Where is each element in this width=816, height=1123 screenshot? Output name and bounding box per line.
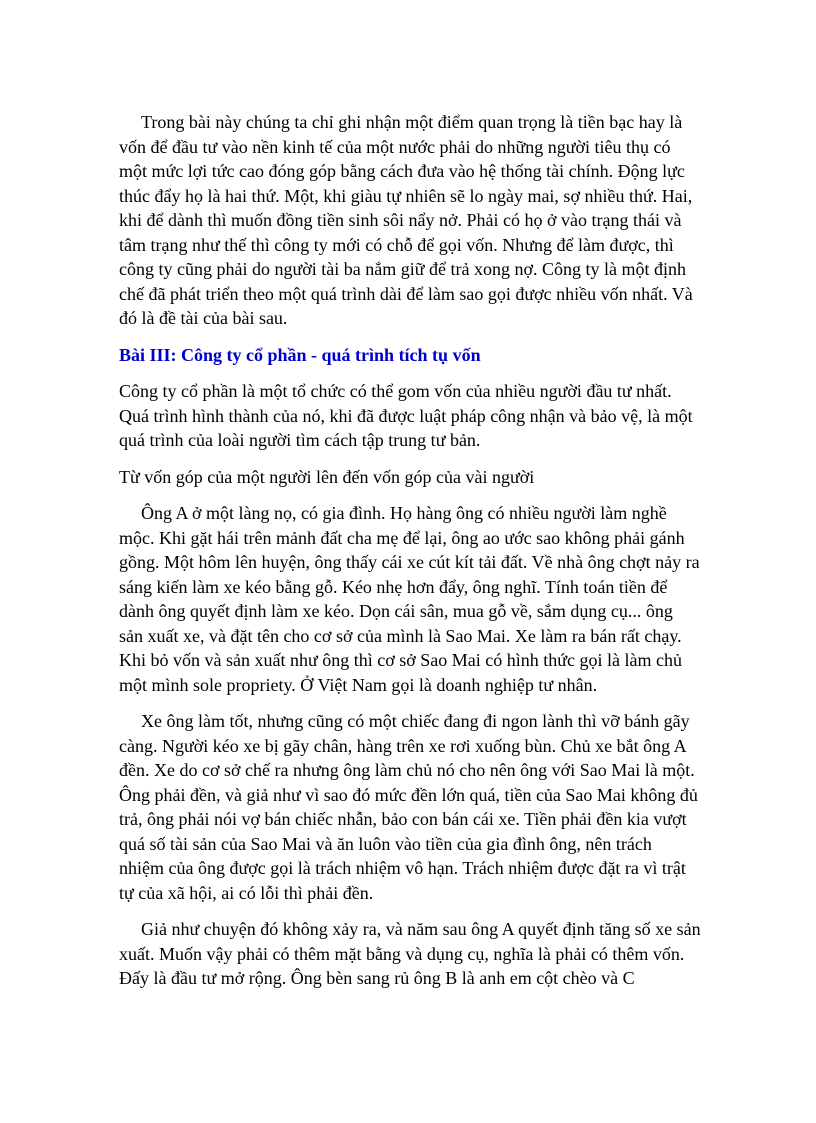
- document-body: [119, 110, 701, 1003]
- section-heading: Bài III: Công ty cổ phần - quá trình tích tụ vốn: [119, 344, 481, 365]
- paragraph-unlimited-liability: Xe ông làm tốt, nhưng cũng có một chiếc đang đi ngon lành thì vỡ bánh gãy càng. Người kéo xe bị gãy chân, hàng trên xe rơi xuống bùn. Chủ xe bắt ông A đền. Xe do cơ sở chế ra nhưng ông làm chủ nó cho nên ông với Sao Mai là một. Ông phải đền, và giả như vì sao đó mức đền lớn quá, tiền của Sao Mai không đủ trả, ông phải nói vợ bán chiếc nhẫn, bảo con bán cái xe. Tiền phải đền kia vượt quá số tài sản của Sao Mai và ăn luôn vào tiền của gia đình ông, nên trách nhiệm của ông được gọi là trách nhiệm vô hạn. Trách nhiệm được đặt ra vì trật tự của xã hội, ai có lỗi thì phải đền.: [119, 711, 698, 903]
- paragraph-intro-savings: Trong bài này chúng ta chỉ ghi nhận một điểm quan trọng là tiền bạc hay là vốn để đầu tư vào nền kinh tế của một nước phải do những người tiêu thụ có một mức lợi tức cao đóng góp bằng cách đưa vào hệ thống tài chính. Động lực thúc đẩy họ là hai thứ. Một, khi giàu tự nhiên sẽ lo ngày mai, sợ nhiều thứ. Hai, khi để dành thì muốn đồng tiền sinh sôi nẩy nở. Phải có họ ở vào trạng thái và tâm trạng như thế thì công ty mới có chỗ để gọi vốn. Nhưng để làm được, thì công ty cũng phải do người tài ba nắm giữ để trả xong nợ. Công ty là một định chế đã phát triển theo một quá trình dài để làm sao gọi được nhiều vốn nhất. Và đó là đề tài của bài sau.: [119, 112, 693, 328]
- paragraph-mr-a-story: Ông A ở một làng nọ, có gia đình. Họ hàng ông có nhiều người làm nghề mộc. Khi gặt hái trên mảnh đất cha mẹ để lại, ông ao ước sao không phải gánh gồng. Một hôm lên huyện, ông thấy cái xe cút kít tải đất. Về nhà ông chợt nảy ra sáng kiến làm xe kéo bằng gỗ. Kéo nhẹ hơn đẩy, ông nghĩ. Tính toán tiền để dành ông quyết định làm xe kéo. Dọn cái sân, mua gỗ về, sắm dụng cụ... ông sản xuất xe, và đặt tên cho cơ sở của mình là Sao Mai. Xe làm ra bán rất chạy. Khi bỏ vốn và sản xuất như ông thì cơ sở Sao Mai có hình thức gọi là làm chủ một mình sole propriety. Ở Việt Nam gọi là doanh nghiệp tư nhân.: [119, 503, 700, 695]
- paragraph-company-definition: Công ty cổ phần là một tổ chức có thể gom vốn của nhiều người đầu tư nhất. Quá trình hình thành của nó, khi đã được luật pháp công nhận và bảo vệ, là một quá trình của loài người tìm cách tập trung tư bản.: [119, 381, 693, 450]
- subsection-heading: Từ vốn góp của một người lên đến vốn góp của vài người: [119, 466, 535, 487]
- paragraph-expansion: Giả như chuyện đó không xảy ra, và năm sau ông A quyết định tăng số xe sản xuất. Muốn vậy phải có thêm mặt bằng và dụng cụ, nghĩa là phải có thêm vốn. Đấy là đầu tư mở rộng. Ông bèn sang rủ ông B là anh em cột chèo và C: [119, 919, 701, 988]
